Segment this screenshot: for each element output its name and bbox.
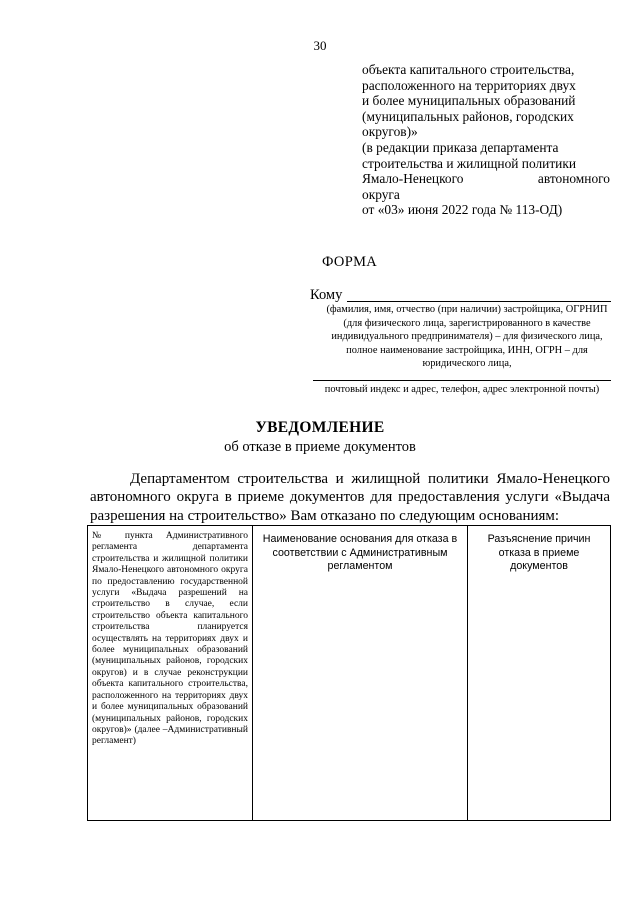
refusal-table: [87, 525, 611, 821]
header-line: объекта капитального строительства,: [362, 62, 575, 77]
header-line: строительства и жилищной политики: [362, 155, 577, 171]
header-line: расположенного на территориях двух: [362, 77, 576, 93]
header-line: (в редакции приказа департамента: [362, 139, 559, 155]
table-header-cell-reason-name: Наименование основания для отказа в соответствии с Административным регламентом: [253, 526, 468, 820]
address-blank-line: [313, 380, 611, 381]
recipient-label: Кому: [310, 287, 343, 303]
form-label: ФОРМА: [322, 254, 378, 270]
header-line: от «03» июня 2022 года № 113-ОД): [362, 202, 563, 218]
amendment-header: [362, 62, 610, 218]
table-header-cell-reason-explanation: Разъяснение причин отказа в приеме документов: [487, 533, 591, 572]
header-line: округов)»: [362, 124, 418, 140]
page-number: 30: [313, 38, 327, 53]
header-line: Ямало-Ненецкого автономного: [362, 171, 610, 187]
recipient-blank-line: [347, 301, 611, 302]
notice-subtitle: об отказе в приеме документов: [224, 439, 416, 455]
notice-title: УВЕДОМЛЕНИЕ: [255, 419, 385, 436]
table-header-cell-regulation-item: № пункта Административного регламента департамента строительства и жилищной политики Ямало-Ненецкого автономного округа по предоставлению государственной услуги «Выдача разрешений на строительство в случае, если строительство объекта капитального строительства планируется осуществлять на территориях двух и более муниципальных образований (муниципальных районов, городских округов) и в случае реконструкции объекта капитального строительства, расположенного на территориях двух и более муниципальных образований (муниципальных районов, городских округов)» (далее –Административный регламент): [88, 526, 253, 820]
header-line: округа: [362, 186, 400, 202]
body-paragraph: Департаментом строительства и жилищной политики Ямало-Ненецкого автономного округа в приеме документов для предоставления услуги «Выдача разрешения на строительство» Вам отказано по следующим основаниям:: [90, 471, 610, 524]
header-line: и более муниципальных образований: [362, 93, 576, 109]
header-line: (муниципальных районов, городских: [362, 108, 574, 124]
recipient-note: (фамилия, имя, отчество (при наличии) застройщика, ОГРНИП (для физического лица, зарегистрированного в качестве индивидуального предпринимателя) – для физического лица, полное наименование застройщика, ИНН, ОГРН – для юридического лица,: [326, 304, 608, 370]
address-note: почтовый индекс и адрес, телефон, адрес электронной почты): [324, 384, 600, 395]
